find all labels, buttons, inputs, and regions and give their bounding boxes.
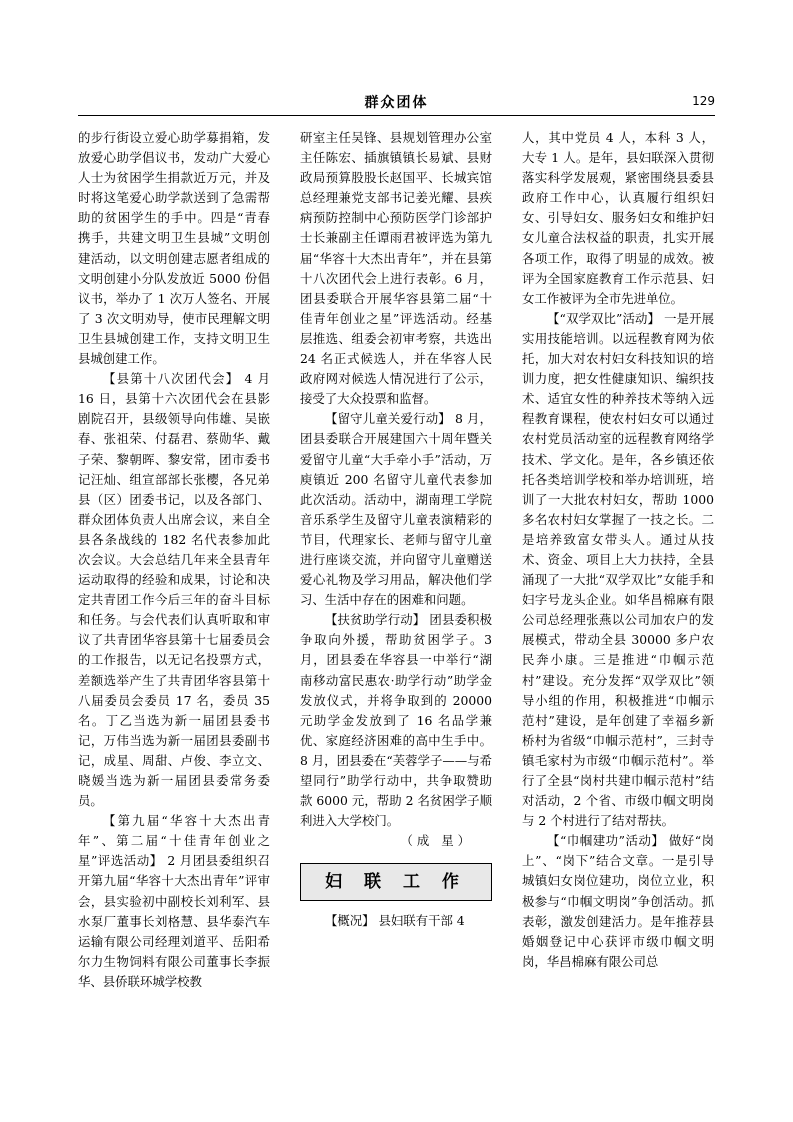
paragraph-entry: 【“巾帼建功”活动】 做好“岗上”、“岗下”结合文章。一是引导城镇妇女岗位建功，岗位立业，积极参与“巾帼文明岗”争创活动。抓表彰，激发创建活力。是年推荐县婚姻登记中心获评市级巾帼文明岗，华昌棉麻有限公司总 <box>522 833 714 969</box>
column-3 <box>522 128 714 1078</box>
paragraph-entry: 【“双学双比”活动】 一是开展实用技能培训。以远程教育网为依托，加大对农村妇女科技知识的培训力度，把女性健康知识、编织技术、适宜女性的种养技术等纳入远程教育课程，使农村妇女可以通过农村党员活动室的远程教育网络学技术、学文化。是年，各乡镇还依托各类培训学校和举办培训班，培训了一大批农村妇女，帮助 1000 多名农村妇女掌握了一技之长。二是培养致富女带头人。通过从技术、资金、项目上大力扶持，全县涌现了一大批“双学双比”女能手和妇字号龙头企业。如华昌棉麻有限公司总经理张燕以公司加农户的发展模式，带动全县 30000 多户农民奔小康。三是推进“巾帼示范村”建设。充分发挥“双学双比”领导小组的作用，积极推进“巾帼示范村”建设，是年创建了幸福乡新桥村为省级“巾帼示范村”，三封寺镇毛家村为市级“巾帼示范村”。举行了全县“岗村共建巾帼示范村”结对活动，2 个省、市级巾帼文明岗与 2 个村进行了结对帮扶。 <box>522 310 714 829</box>
section-banner: 妇 联 工 作 <box>300 863 492 901</box>
paragraph: 的步行街设立爱心助学募捐箱，发放爱心助学倡议书，发动广大爱心人士为贫困学生捐款近万元，并及时将这笔爱心助学款送到了急需帮助的贫困学生的手中。四是“青春携手，共建文明卫生县城”文明创建活动，以文明创建志愿者组成的文明创建小分队发放近 5000 份倡议书，举办了 1 次万人签名、开展了 3 次文明劝导，使市民理解文明卫生县城创建工作，支持文明卫生县城创建工作。 <box>78 130 270 367</box>
page-title: 群众团体 <box>364 95 429 111</box>
column-2 <box>300 128 492 1078</box>
paragraph-entry: 【概况】 县妇联有干部 4 <box>325 913 465 929</box>
paragraph: 人，其中党员 4 人，本科 3 人，大专 1 人。是年，县妇联深入贯彻落实科学发展观，紧密围绕县委县政府工作中心，认真履行组织妇女、引导妇女、服务妇女和维护妇女儿童合法权益的职责，扎实开展各项工作，取得了明显的成效。被评为全国家庭教育工作示范县、妇女工作被评为全市先进单位。 <box>522 130 714 306</box>
paragraph: 研室主任吴锋、县规划管理办公室主任陈宏、插旗镇镇长易斌、县财政局预算股股长赵国平、长城宾馆总经理兼党支部书记姜光耀、县疾病预防控制中心预防医学门诊部护士长兼副主任谭雨君被评选为第九届“华容十大杰出青年”，并在县第十八次团代会上进行表彰。6 月，团县委联合开展华容县第二届“十佳青年创业之星”评选活动。经基层推选、组委会初审考察，共选出 24 名正式候选人，并在华容人民政府网对候选人情况进行了公示，接受了大众投票和监督。 <box>300 130 492 407</box>
header-divider <box>78 115 715 116</box>
column-1 <box>78 128 270 1078</box>
author-signature: （成 星） <box>400 833 474 849</box>
text-columns <box>78 128 715 1078</box>
page-header <box>78 92 715 118</box>
paragraph-entry: 【扶贫助学行动】 团县委积极争取向外援，帮助贫困学子。3 月，团县委在华容县一中举行“湖南移动富民惠农·助学行动”助学金发放仪式，并将争取到的 20000 元助学金发放到了 16 名品学兼优、家庭经济困难的高中生手中。8 月，团县委在“芙蓉学子——与希望同行”助学行动中，共争取赞助款 6000 元，帮助 2 名贫困学子顺利进入大学校门。 <box>300 612 492 829</box>
paragraph-entry: 【县第十八次团代会】 4 月 16 日，县第十六次团代会在县影剧院召开，县级领导向伟雄、吴嵌春、张祖荣、付磊君、蔡勋华、戴子荣、黎朝晖、黎安常，团市委书记汪灿、组宣部部长张樱，各兄弟县（区）团委书记，以及各部门、群众团体负责人出席会议，来自全县各条战线的 182 名代表参加此次会议。大会总结几年来全县青年运动取得的经验和成果，讨论和决定共青团工作今后三年的奋斗目标和任务。与会代表们认真听取和审议了共青团华容县第十七届委员会的工作报告，以无记名投票方式，差额选举产生了共青团华容县第十八届委员会委员 17 名，委员 35 名。丁乙当选为新一届团县委书记，万伟当选为新一届团县委副书记，成星、周甜、卢俊、李立文、晓媛当选为新一届团县委常务委员。 <box>78 371 270 809</box>
paragraph-entry: 【第九届“华容十大杰出青年”、第二届“十佳青年创业之星”评选活动】 2 月团县委组织召开第九届“华容十大杰出青年”评审会，县实验初中副校长刘利军、县水泵厂董事长刘格慧、县华泰汽车运输有限公司经理刘道平、岳阳希尔力生物饲料有限公司董事长李振华、县侨联环城学校教 <box>78 813 270 989</box>
paragraph-entry: 【留守儿童关爱行动】 8 月，团县委联合开展建国六十周年暨关爱留守儿童“大手牵小手”活动，万庾镇近 200 名留守儿童代表参加此次活动。活动中，湖南理工学院音乐系学生及留守儿童表演精彩的节目，代理家长、老师与留守儿童进行座谈交流，并向留守儿童赠送爱心礼物及学习用品，解决他们学习、生活中存在的困难和问题。 <box>300 411 492 608</box>
page-number: 129 <box>692 94 715 108</box>
